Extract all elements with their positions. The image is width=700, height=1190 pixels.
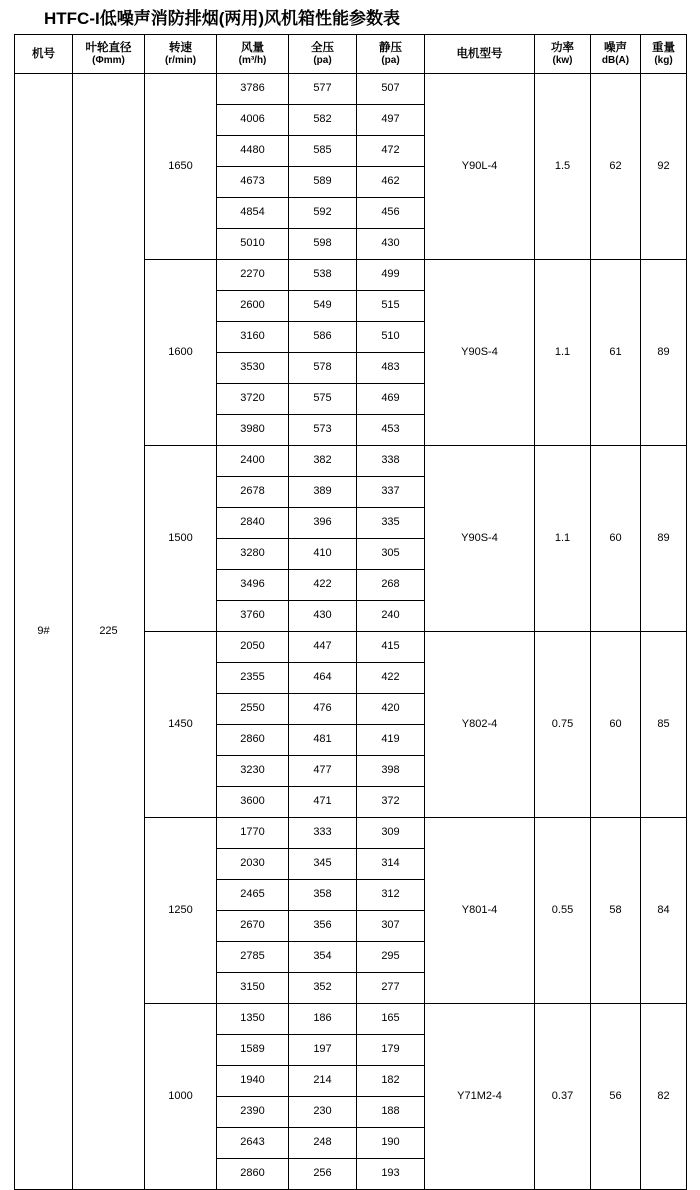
cell-flow: 3496 [217,570,289,601]
cell-static-pressure: 305 [357,539,425,570]
cell-static-pressure: 240 [357,601,425,632]
cell-rpm: 1600 [145,260,217,446]
cell-noise: 56 [591,1004,641,1190]
cell-static-pressure: 295 [357,942,425,973]
cell-noise: 58 [591,818,641,1004]
cell-full-pressure: 549 [289,291,357,322]
cell-motor-model: Y90S-4 [425,260,535,446]
cell-static-pressure: 165 [357,1004,425,1035]
cell-static-pressure: 472 [357,136,425,167]
cell-full-pressure: 410 [289,539,357,570]
cell-static-pressure: 483 [357,353,425,384]
column-header-static-pressure: 静压 (pa) [357,35,425,74]
cell-full-pressure: 598 [289,229,357,260]
cell-noise: 60 [591,446,641,632]
cell-power: 0.75 [535,632,591,818]
cell-full-pressure: 577 [289,74,357,105]
cell-static-pressure: 179 [357,1035,425,1066]
cell-flow: 2465 [217,880,289,911]
cell-weight: 89 [641,446,687,632]
column-header-flow: 风量 (m³/h) [217,35,289,74]
cell-flow: 1940 [217,1066,289,1097]
cell-rpm: 1450 [145,632,217,818]
cell-static-pressure: 398 [357,756,425,787]
fan-performance-table [14,34,687,1190]
cell-motor-model: Y71M2-4 [425,1004,535,1190]
cell-full-pressure: 585 [289,136,357,167]
cell-motor-model: Y90L-4 [425,74,535,260]
cell-static-pressure: 497 [357,105,425,136]
cell-fan-no: 9# [15,74,73,1190]
cell-static-pressure: 335 [357,508,425,539]
cell-rpm: 1250 [145,818,217,1004]
cell-flow: 2390 [217,1097,289,1128]
cell-flow: 2550 [217,694,289,725]
cell-flow: 2678 [217,477,289,508]
cell-full-pressure: 358 [289,880,357,911]
cell-full-pressure: 430 [289,601,357,632]
cell-flow: 4006 [217,105,289,136]
cell-static-pressure: 422 [357,663,425,694]
cell-flow: 4673 [217,167,289,198]
cell-power: 1.1 [535,260,591,446]
cell-power: 1.5 [535,74,591,260]
cell-flow: 2050 [217,632,289,663]
cell-full-pressure: 477 [289,756,357,787]
cell-flow: 3720 [217,384,289,415]
cell-full-pressure: 476 [289,694,357,725]
cell-static-pressure: 372 [357,787,425,818]
cell-weight: 89 [641,260,687,446]
cell-full-pressure: 481 [289,725,357,756]
cell-static-pressure: 182 [357,1066,425,1097]
column-header-weight: 重量 (kg) [641,35,687,74]
cell-flow: 3150 [217,973,289,1004]
cell-full-pressure: 333 [289,818,357,849]
table-body [15,74,687,1190]
cell-weight: 84 [641,818,687,1004]
cell-full-pressure: 256 [289,1159,357,1190]
cell-static-pressure: 469 [357,384,425,415]
cell-flow: 3786 [217,74,289,105]
cell-flow: 2860 [217,725,289,756]
cell-flow: 5010 [217,229,289,260]
cell-static-pressure: 430 [357,229,425,260]
cell-flow: 3760 [217,601,289,632]
cell-motor-model: Y90S-4 [425,446,535,632]
cell-full-pressure: 586 [289,322,357,353]
cell-flow: 1589 [217,1035,289,1066]
column-header-full-pressure: 全压 (pa) [289,35,357,74]
cell-weight: 82 [641,1004,687,1190]
cell-static-pressure: 515 [357,291,425,322]
cell-motor-model: Y801-4 [425,818,535,1004]
column-header-noise: 噪声 dB(A) [591,35,641,74]
cell-noise: 60 [591,632,641,818]
cell-full-pressure: 471 [289,787,357,818]
cell-full-pressure: 214 [289,1066,357,1097]
cell-full-pressure: 230 [289,1097,357,1128]
cell-static-pressure: 420 [357,694,425,725]
cell-static-pressure: 453 [357,415,425,446]
cell-full-pressure: 422 [289,570,357,601]
cell-power: 0.37 [535,1004,591,1190]
page-title: HTFC-I低噪声消防排烟(两用)风机箱性能参数表 [44,9,401,28]
cell-flow: 2860 [217,1159,289,1190]
cell-static-pressure: 337 [357,477,425,508]
cell-full-pressure: 538 [289,260,357,291]
cell-rpm: 1650 [145,74,217,260]
cell-static-pressure: 193 [357,1159,425,1190]
cell-flow: 2600 [217,291,289,322]
cell-rpm: 1000 [145,1004,217,1190]
cell-full-pressure: 389 [289,477,357,508]
table-row [15,74,687,105]
cell-flow: 3530 [217,353,289,384]
cell-static-pressure: 268 [357,570,425,601]
cell-weight: 85 [641,632,687,818]
cell-static-pressure: 188 [357,1097,425,1128]
cell-power: 1.1 [535,446,591,632]
cell-static-pressure: 456 [357,198,425,229]
cell-flow: 3280 [217,539,289,570]
cell-flow: 3160 [217,322,289,353]
cell-weight: 92 [641,74,687,260]
cell-full-pressure: 447 [289,632,357,663]
cell-full-pressure: 592 [289,198,357,229]
cell-static-pressure: 419 [357,725,425,756]
cell-static-pressure: 309 [357,818,425,849]
cell-full-pressure: 396 [289,508,357,539]
cell-static-pressure: 415 [357,632,425,663]
column-header-fan-no: 机号 [15,35,73,74]
cell-flow: 3230 [217,756,289,787]
cell-full-pressure: 186 [289,1004,357,1035]
cell-flow: 4480 [217,136,289,167]
column-header-impeller-diameter: 叶轮直径 (Φmm) [73,35,145,74]
cell-flow: 2643 [217,1128,289,1159]
cell-full-pressure: 352 [289,973,357,1004]
cell-static-pressure: 190 [357,1128,425,1159]
cell-full-pressure: 356 [289,911,357,942]
cell-full-pressure: 248 [289,1128,357,1159]
cell-full-pressure: 345 [289,849,357,880]
cell-flow: 3600 [217,787,289,818]
cell-impeller-diameter: 225 [73,74,145,1190]
cell-full-pressure: 589 [289,167,357,198]
cell-static-pressure: 277 [357,973,425,1004]
cell-rpm: 1500 [145,446,217,632]
cell-static-pressure: 499 [357,260,425,291]
cell-static-pressure: 462 [357,167,425,198]
table-header [15,35,687,74]
cell-static-pressure: 338 [357,446,425,477]
cell-flow: 4854 [217,198,289,229]
cell-power: 0.55 [535,818,591,1004]
cell-noise: 62 [591,74,641,260]
cell-static-pressure: 314 [357,849,425,880]
cell-flow: 2030 [217,849,289,880]
cell-full-pressure: 382 [289,446,357,477]
cell-flow: 2270 [217,260,289,291]
cell-full-pressure: 573 [289,415,357,446]
cell-flow: 3980 [217,415,289,446]
cell-flow: 1770 [217,818,289,849]
cell-full-pressure: 582 [289,105,357,136]
cell-noise: 61 [591,260,641,446]
cell-flow: 2785 [217,942,289,973]
cell-flow: 1350 [217,1004,289,1035]
header-row [15,35,687,74]
cell-flow: 2840 [217,508,289,539]
cell-flow: 2670 [217,911,289,942]
cell-full-pressure: 578 [289,353,357,384]
cell-static-pressure: 307 [357,911,425,942]
cell-flow: 2355 [217,663,289,694]
cell-full-pressure: 354 [289,942,357,973]
cell-static-pressure: 312 [357,880,425,911]
cell-full-pressure: 575 [289,384,357,415]
cell-motor-model: Y802-4 [425,632,535,818]
column-header-power: 功率 (kw) [535,35,591,74]
cell-full-pressure: 464 [289,663,357,694]
cell-flow: 2400 [217,446,289,477]
column-header-motor-model: 电机型号 [425,35,535,74]
column-header-rpm: 转速 (r/min) [145,35,217,74]
cell-full-pressure: 197 [289,1035,357,1066]
cell-static-pressure: 507 [357,74,425,105]
cell-static-pressure: 510 [357,322,425,353]
